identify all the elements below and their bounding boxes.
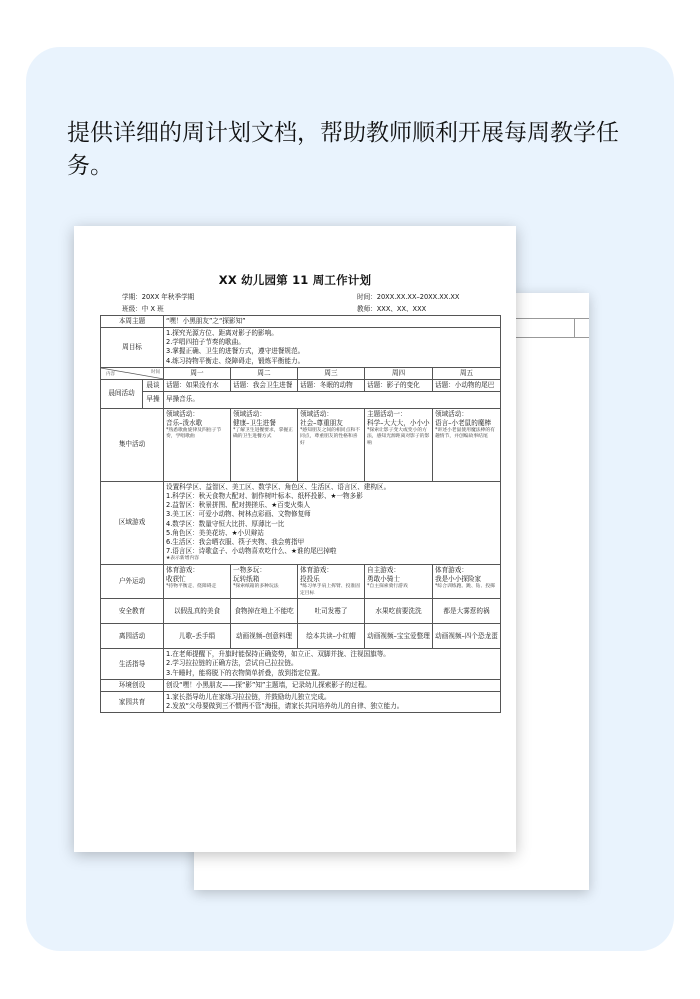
safety-cell: 水果吃前要洗洗 bbox=[365, 599, 433, 624]
goal-item: 3.掌握正确、卫生的进餐方式，遵守进餐规范。 bbox=[166, 347, 305, 356]
weekly-plan-table bbox=[100, 315, 501, 713]
morning-talk-cell: 话题：小动物的尾巴 bbox=[433, 379, 501, 391]
morning-exercise-value: 早操音乐。 bbox=[164, 391, 501, 408]
document-title: XX 幼儿园第 11 周工作计划 bbox=[218, 273, 372, 287]
goal-list bbox=[164, 328, 501, 368]
outdoor-category: 体育游戏： bbox=[166, 566, 199, 575]
group-cell bbox=[433, 408, 501, 481]
group-category: 领域活动： bbox=[435, 409, 468, 418]
group-activity-name: 社会–尊重朋友 bbox=[300, 418, 343, 427]
morning-label: 晨间活动 bbox=[101, 379, 143, 408]
home-label: 家园共育 bbox=[101, 691, 164, 712]
diagonal-header-cell bbox=[101, 367, 164, 379]
outdoor-cell bbox=[433, 565, 501, 599]
leave-cell: 动画视频–宝宝爱整理 bbox=[365, 624, 433, 649]
safety-cell: 都是大雾惹的祸 bbox=[433, 599, 501, 624]
life-label: 生活指导 bbox=[101, 649, 164, 680]
outdoor-cell bbox=[298, 565, 365, 599]
home-item: 1.家长指导幼儿在家练习拉拉链，并鼓励幼儿独立完成。 bbox=[166, 692, 331, 701]
outdoor-category: 自主游戏： bbox=[367, 566, 400, 575]
outdoor-category: 体育游戏： bbox=[300, 566, 333, 575]
life-item: 1.在老师提醒下，升旗时能保持正确姿势，如立正、双脚并拢、注视国旗等。 bbox=[166, 650, 390, 659]
day-header: 周四 bbox=[365, 367, 433, 379]
goal-item: 1.探究光源方位、距离对影子的影响。 bbox=[166, 329, 278, 337]
group-category: 领域活动： bbox=[233, 409, 266, 418]
safety-row bbox=[101, 599, 501, 624]
semester-text: 学期：20XX 年秋季学期 bbox=[122, 293, 195, 301]
env-value: 创设“嘿！小黑朋友——探“影”知”主题墙，记录幼儿探索影子的过程。 bbox=[164, 679, 501, 691]
env-row bbox=[101, 679, 501, 691]
morning-talk-cell: 话题：我会卫生进餐 bbox=[231, 379, 298, 391]
outdoor-note: *练习单手肩上挥臂、投准固定目标 bbox=[300, 584, 360, 596]
group-note: *熟悉歌曲旋律及四拍子节奏，学唱歌曲 bbox=[166, 427, 222, 440]
goal-row bbox=[101, 328, 501, 368]
goal-item: 2.学唱四拍子节奏的歌曲。 bbox=[166, 338, 245, 347]
leave-cell: 动画视频–四个恐龙蛋 bbox=[433, 624, 501, 649]
day-header: 周三 bbox=[298, 367, 365, 379]
morning-talk-cell: 话题：影子的变化 bbox=[365, 379, 433, 391]
group-category: 领域活动： bbox=[166, 409, 199, 418]
safety-cell: 吐司发霉了 bbox=[298, 599, 365, 624]
group-activity-name: 音乐–泼水歌 bbox=[166, 418, 203, 427]
life-item: 3.午睡时，能将脱下的衣物简单折叠，放到指定位置。 bbox=[166, 668, 324, 677]
area-label: 区域游戏 bbox=[101, 481, 164, 564]
safety-label: 安全教育 bbox=[101, 599, 164, 624]
morning-exercise-row bbox=[101, 391, 501, 408]
theme-value: “嘿！小黑朋友”之“探影知” bbox=[164, 316, 501, 328]
goal-label: 周目标 bbox=[101, 328, 164, 368]
teachers-text: 教师：XXX、XX、XXX bbox=[357, 305, 427, 313]
day-header: 周二 bbox=[231, 367, 298, 379]
safety-cell: 食物掉在地上不能吃 bbox=[231, 599, 298, 624]
leave-cell: 动画视频–创意料理 bbox=[231, 624, 298, 649]
group-cell bbox=[298, 408, 365, 481]
group-cell bbox=[365, 408, 433, 481]
outdoor-activity-name: 收获忙 bbox=[166, 575, 186, 584]
outdoor-cell bbox=[164, 565, 231, 599]
outdoor-note: *探索纸箱的多种玩法 bbox=[233, 584, 279, 590]
group-activity-name: 科学–大大大，小小小 bbox=[367, 418, 430, 427]
outdoor-note: *综合训练跑、跳、钻、投掷 bbox=[435, 584, 495, 590]
document-page bbox=[74, 226, 516, 852]
group-note: *感知朋友之间的相同点和不同点，尊重朋友的性格和喜好 bbox=[300, 427, 360, 446]
life-item: 2.学习拉拉链的正确方法，尝试自己拉拉链。 bbox=[166, 659, 298, 668]
outdoor-category: 一物多玩： bbox=[233, 566, 266, 575]
time-text: 时间：20XX.XX.XX–20XX.XX.XX bbox=[357, 293, 460, 301]
area-games-row bbox=[101, 481, 501, 564]
leave-label: 离园活动 bbox=[101, 624, 164, 649]
life-row bbox=[101, 649, 501, 680]
group-cell bbox=[231, 408, 298, 481]
diagonal-bottom-label: 内容 bbox=[106, 371, 115, 377]
area-list bbox=[164, 481, 501, 564]
outdoor-cell bbox=[231, 565, 298, 599]
group-note: *了解卫生进餐要求，掌握正确的卫生进餐方式 bbox=[233, 427, 293, 440]
day-header: 周一 bbox=[164, 367, 231, 379]
outdoor-activity-name: 勇敢小骑士 bbox=[367, 575, 400, 584]
theme-row bbox=[101, 316, 501, 328]
safety-cell: 以假乱真的美食 bbox=[164, 599, 231, 624]
outdoor-label: 户外运动 bbox=[101, 565, 164, 599]
outdoor-note: *自主探索骑行游戏 bbox=[367, 584, 408, 590]
outdoor-activity-name: 我是小小探险家 bbox=[435, 575, 482, 584]
group-activity-row bbox=[101, 408, 501, 481]
theme-label: 本周主题 bbox=[101, 316, 164, 328]
group-activity-name: 语言–小老鼠的魔棒 bbox=[435, 418, 492, 427]
class-text: 班级：中 X 班 bbox=[122, 305, 164, 313]
goal-item: 4.练习持物平衡走、绕障碍走，锻炼平衡能力。 bbox=[166, 356, 305, 365]
area-item: 3.美工区：可爱小动物、树林点彩画、文物修复师 bbox=[166, 510, 311, 519]
area-note: ★表示新增内容 bbox=[166, 556, 200, 562]
area-item: 设置科学区、益智区、美工区、数学区、角色区、生活区、语言区、建构区。 bbox=[166, 482, 391, 491]
morning-talk-row bbox=[101, 379, 501, 391]
diagonal-top-label: 时间 bbox=[151, 369, 160, 375]
outdoor-activity-name: 投投乐 bbox=[300, 575, 320, 584]
group-category: 主题活动一： bbox=[367, 409, 407, 418]
days-header-row bbox=[101, 367, 501, 379]
home-row bbox=[101, 691, 501, 712]
group-note: *讲述小老鼠使用魔法棒的有趣情节，并创编故事结尾 bbox=[435, 427, 495, 440]
group-note: *探索让影子变大或变小的方法，感知光源距离对影子的影响 bbox=[367, 427, 430, 446]
group-label: 集中活动 bbox=[101, 408, 164, 481]
area-item: 6.生活区：我会晒衣服、筷子夹物、我会剪指甲 bbox=[166, 538, 305, 547]
morning-talk-cell: 话题：冬眠的动物 bbox=[298, 379, 365, 391]
outdoor-cell bbox=[365, 565, 433, 599]
outdoor-category: 体育游戏： bbox=[435, 566, 468, 575]
area-item: 7.语言区：诗歌盒子、小动物喜欢吃什么、★谁的尾巴掉啦 bbox=[166, 547, 337, 556]
outdoor-row bbox=[101, 565, 501, 599]
home-list bbox=[164, 691, 501, 712]
env-label: 环境创设 bbox=[101, 679, 164, 691]
morning-talk-label: 晨谈 bbox=[143, 379, 164, 391]
outdoor-activity-name: 玩转纸箱 bbox=[233, 575, 260, 584]
area-item: 2.益智区：秋景拼图、配对搓搓乐、★百变火柴人 bbox=[166, 501, 311, 510]
group-activity-name: 健康–卫生进餐 bbox=[233, 418, 276, 427]
morning-exercise-label: 早操 bbox=[143, 391, 164, 408]
area-item: 1.科学区：秋天食物大配对、制作树叶标本、纸杯投影、★一物多影 bbox=[166, 492, 363, 501]
home-item: 2.发放“父母要做到三不惯两不管”海报，请家长共同培养幼儿的自律、独立能力。 bbox=[166, 702, 404, 711]
day-header: 周五 bbox=[433, 367, 501, 379]
area-item: 4.数学区：数量守恒大比拼、厚薄比一比 bbox=[166, 519, 285, 528]
area-item: 5.角色区：美美花坊、★小贝辩站 bbox=[166, 528, 264, 537]
leave-row bbox=[101, 624, 501, 649]
life-list bbox=[164, 649, 501, 680]
morning-talk-cell: 话题：如果没有水 bbox=[164, 379, 231, 391]
group-cell bbox=[164, 408, 231, 481]
leave-cell: 儿歌–丢手绢 bbox=[164, 624, 231, 649]
leave-cell: 绘本共读–小红帽 bbox=[298, 624, 365, 649]
group-category: 领域活动： bbox=[300, 409, 333, 418]
headline: 提供详细的周计划文档，帮助教师顺利开展每周教学任务。 bbox=[67, 120, 619, 179]
outdoor-note: *持物平衡走、绕障碍走 bbox=[166, 584, 217, 590]
